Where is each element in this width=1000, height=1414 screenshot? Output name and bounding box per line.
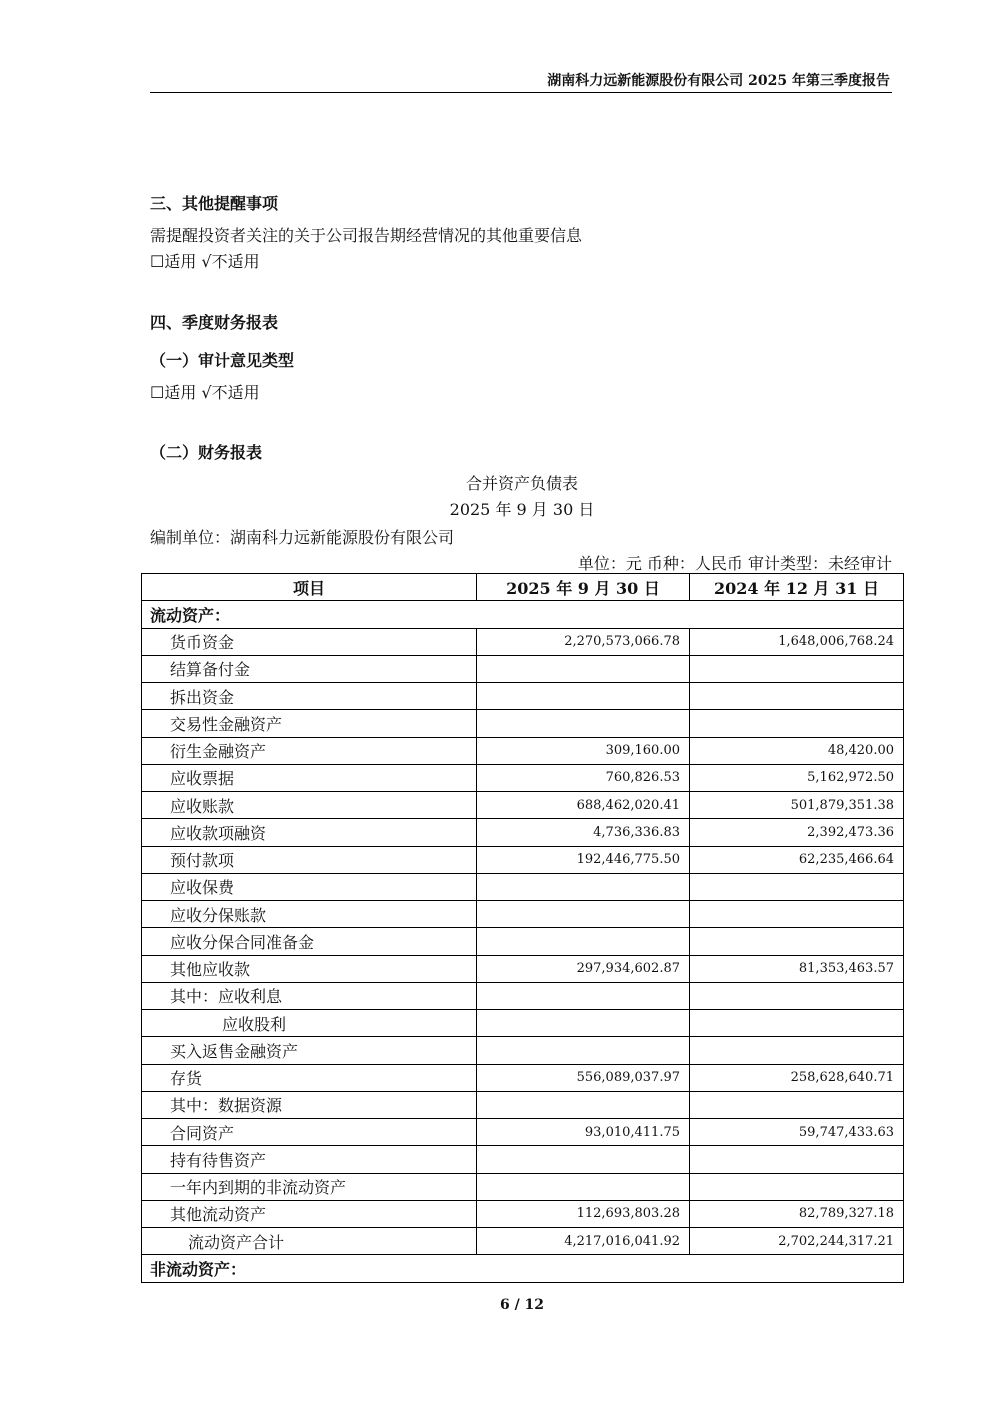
value-current: 297,934,602.87 <box>477 955 690 982</box>
row-label: 应收分保账款 <box>142 901 477 928</box>
value-current <box>477 901 690 928</box>
row-label: 应收票据 <box>142 764 477 791</box>
section-3-title: 三、其他提醒事项 <box>150 194 279 213</box>
audit-opinion-title: （一）审计意见类型 <box>150 351 295 370</box>
table-row <box>142 819 904 846</box>
row-label: 预付款项 <box>142 846 477 873</box>
section-row-current-assets <box>142 601 904 628</box>
value-current <box>477 710 690 737</box>
row-label: 合同资产 <box>142 1119 477 1146</box>
column-header-current: 2025 年 9 月 30 日 <box>477 574 690 601</box>
table-row <box>142 955 904 982</box>
row-label: 交易性金融资产 <box>142 710 477 737</box>
value-prior <box>690 1037 904 1064</box>
balance-sheet-title: 合并资产负债表 <box>465 474 578 493</box>
value-prior <box>690 982 904 1009</box>
table-row <box>142 1173 904 1200</box>
row-label: 一年内到期的非流动资产 <box>142 1173 477 1200</box>
value-current: 760,826.53 <box>477 764 690 791</box>
table-row <box>142 1064 904 1091</box>
value-current: 2,270,573,066.78 <box>477 628 690 655</box>
value-current <box>477 982 690 1009</box>
section-3-applicability: ☐适用 √不适用 <box>150 252 260 271</box>
preparer-line: 编制单位：湖南科力远新能源股份有限公司 <box>150 528 455 547</box>
table-row <box>142 1037 904 1064</box>
row-label: 持有待售资产 <box>142 1146 477 1173</box>
row-label: 存货 <box>142 1064 477 1091</box>
section-row-non-current-assets <box>142 1255 904 1282</box>
value-current <box>477 1091 690 1118</box>
financial-statements-title: （二）财务报表 <box>150 443 263 462</box>
row-label: 应收账款 <box>142 792 477 819</box>
table-row <box>142 901 904 928</box>
column-header-prior: 2024 年 12 月 31 日 <box>690 574 904 601</box>
value-prior: 5,162,972.50 <box>690 764 904 791</box>
value-prior: 82,789,327.18 <box>690 1200 904 1227</box>
row-label: 货币资金 <box>142 628 477 655</box>
table-row <box>142 710 904 737</box>
value-current <box>477 928 690 955</box>
value-prior <box>690 873 904 900</box>
row-label: 流动资产： <box>142 601 904 628</box>
table-row <box>142 737 904 764</box>
value-current <box>477 1173 690 1200</box>
table-row <box>142 982 904 1009</box>
value-current <box>477 1146 690 1173</box>
value-prior <box>690 1091 904 1118</box>
value-prior: 48,420.00 <box>690 737 904 764</box>
table-row <box>142 928 904 955</box>
value-prior: 1,648,006,768.24 <box>690 628 904 655</box>
row-label: 流动资产合计 <box>142 1228 477 1255</box>
value-current <box>477 1010 690 1037</box>
row-label: 应收分保合同准备金 <box>142 928 477 955</box>
total-row-current-assets <box>142 1228 904 1255</box>
row-label: 其他应收款 <box>142 955 477 982</box>
section-3-description: 需提醒投资者关注的关于公司报告期经营情况的其他重要信息 <box>150 226 583 245</box>
value-prior: 59,747,433.63 <box>690 1119 904 1146</box>
value-prior <box>690 683 904 710</box>
row-label: 衍生金融资产 <box>142 737 477 764</box>
value-prior: 2,392,473.36 <box>690 819 904 846</box>
table-header-row <box>142 574 904 601</box>
table-row <box>142 764 904 791</box>
value-prior: 2,702,244,317.21 <box>690 1228 904 1255</box>
value-current: 112,693,803.28 <box>477 1200 690 1227</box>
row-label: 应收保费 <box>142 873 477 900</box>
table-row <box>142 846 904 873</box>
table-row <box>142 873 904 900</box>
row-label: 其中：数据资源 <box>142 1091 477 1118</box>
value-prior <box>690 710 904 737</box>
section-4-title: 四、季度财务报表 <box>150 313 279 332</box>
header-divider <box>150 92 892 93</box>
value-prior <box>690 928 904 955</box>
value-prior <box>690 1146 904 1173</box>
audit-opinion-applicability: ☐适用 √不适用 <box>150 383 260 402</box>
table-row <box>142 683 904 710</box>
balance-sheet-date: 2025 年 9 月 30 日 <box>449 500 595 519</box>
row-label: 其中：应收利息 <box>142 982 477 1009</box>
unit-currency-line: 单位：元 币种：人民币 审计类型：未经审计 <box>577 554 892 573</box>
balance-sheet-table <box>141 573 904 1283</box>
column-header-item: 项目 <box>142 574 477 601</box>
table-row <box>142 1091 904 1118</box>
table-row <box>142 655 904 682</box>
row-label: 其他流动资产 <box>142 1200 477 1227</box>
page-header: 湖南科力远新能源股份有限公司 2025 年第三季度报告 <box>547 73 890 89</box>
row-label: 结算备付金 <box>142 655 477 682</box>
table-row <box>142 1146 904 1173</box>
value-current: 309,160.00 <box>477 737 690 764</box>
value-current <box>477 1037 690 1064</box>
value-current <box>477 655 690 682</box>
table-row <box>142 628 904 655</box>
table-row <box>142 1010 904 1037</box>
value-prior: 258,628,640.71 <box>690 1064 904 1091</box>
row-label: 应收款项融资 <box>142 819 477 846</box>
value-prior <box>690 655 904 682</box>
value-prior <box>690 1173 904 1200</box>
value-prior <box>690 901 904 928</box>
value-prior: 501,879,351.38 <box>690 792 904 819</box>
value-current <box>477 683 690 710</box>
value-prior <box>690 1010 904 1037</box>
value-current: 4,736,336.83 <box>477 819 690 846</box>
value-current: 93,010,411.75 <box>477 1119 690 1146</box>
row-label: 拆出资金 <box>142 683 477 710</box>
page-number: 6 / 12 <box>499 1297 545 1313</box>
value-current <box>477 873 690 900</box>
table-row <box>142 1119 904 1146</box>
value-prior: 81,353,463.57 <box>690 955 904 982</box>
row-label: 买入返售金融资产 <box>142 1037 477 1064</box>
value-current: 688,462,020.41 <box>477 792 690 819</box>
row-label: 应收股利 <box>142 1010 477 1037</box>
value-current: 4,217,016,041.92 <box>477 1228 690 1255</box>
value-prior: 62,235,466.64 <box>690 846 904 873</box>
value-current: 556,089,037.97 <box>477 1064 690 1091</box>
table-row <box>142 1200 904 1227</box>
value-current: 192,446,775.50 <box>477 846 690 873</box>
table-row <box>142 792 904 819</box>
row-label: 非流动资产： <box>142 1255 904 1282</box>
